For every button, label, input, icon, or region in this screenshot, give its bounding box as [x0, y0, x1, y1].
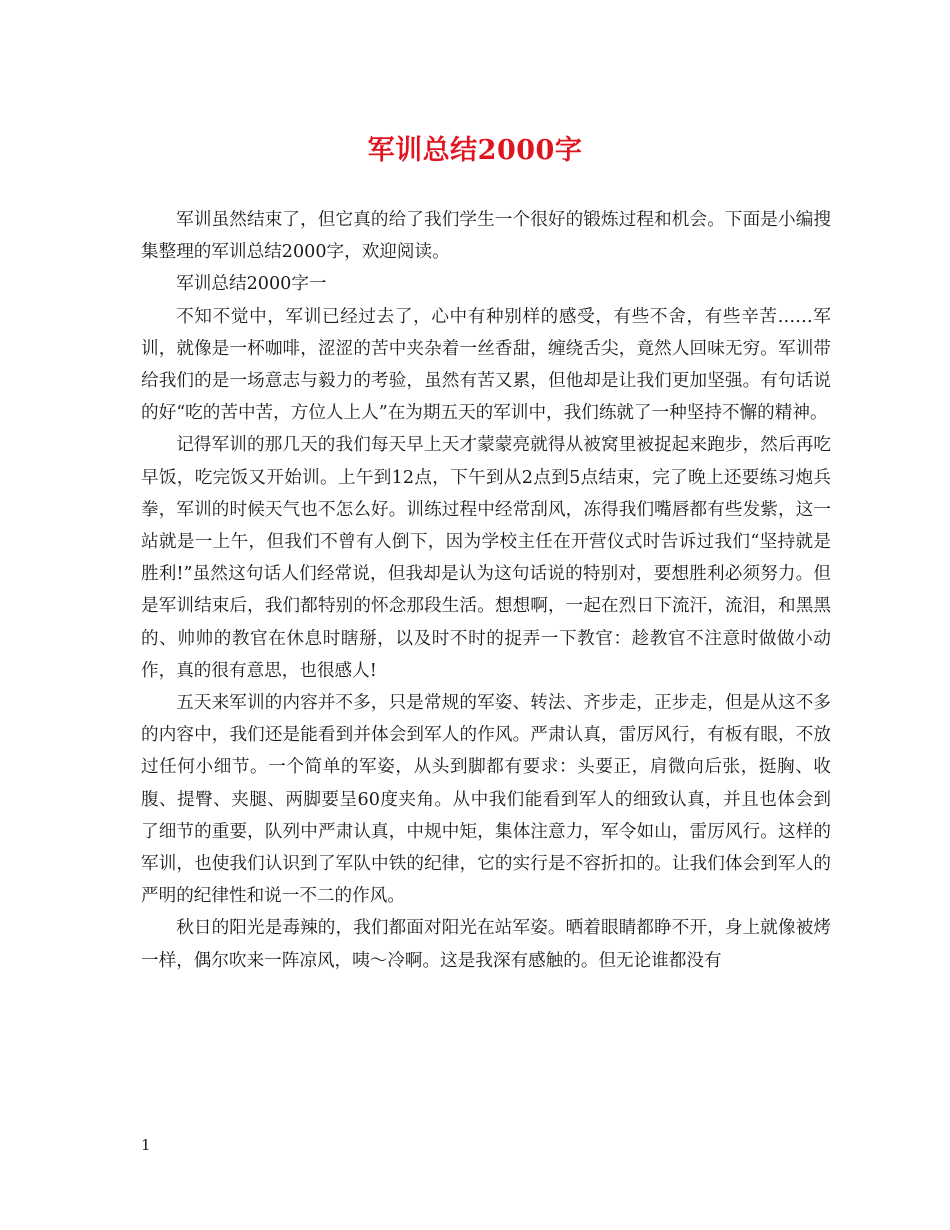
paragraph-intro: 军训虽然结束了，但它真的给了我们学生一个很好的锻炼过程和机会。下面是小编搜集整理的军训总结2000字，欢迎阅读。	[141, 210, 831, 263]
section-heading: 军训总结2000字一	[176, 274, 327, 295]
paragraph: 五天来军训的内容并不多，只是常规的军姿、转法、齐步走，正步走，但是从这不多的内容中，我们还是能看到并体会到军人的作风。严肃认真，雷厉风行，有板有眼，不放过任何小细节。一个简单的军姿，从头到脚都有要求：头要正，肩微向后张，挺胸、收腹、提臀、夹腿、两脚要呈60度夹角。从中我们能看到军人的细致认真，并且也体会到了细节的重要，队列中严肃认真，中规中矩，集体注意力，军令如山，雷厉风行。这样的军训，也使我们认识到了军队中铁的纪律，它的实行是不容折扣的。让我们体会到军人的严明的纪律性和说一不二的作风。	[141, 693, 831, 907]
page-number: 1	[141, 1136, 151, 1154]
paragraph: 不知不觉中，军训已经过去了，心中有种别样的感受，有些不舍，有些辛苦……军训，就像是一杯咖啡，涩涩的苦中夹杂着一丝香甜，缠绕舌尖，竟然人回味无穷。军训带给我们的是一场意志与毅力的考验，虽然有苦又累，但他却是让我们更加坚强。有句话说的好“吃的苦中苦，方位人上人”在为期五天的军训中，我们练就了一种坚持不懈的精神。	[141, 306, 831, 424]
document-title: 军训总结2000字	[367, 135, 583, 166]
document-body	[141, 204, 831, 977]
paragraph: 秋日的阳光是毒辣的，我们都面对阳光在站军姿。晒着眼睛都睁不开，身上就像被烤一样，偶尔吹来一阵凉风，咦～冷啊。这是我深有感触的。但无论谁都没有	[141, 918, 831, 971]
paragraph: 记得军训的那几天的我们每天早上天才蒙蒙亮就得从被窝里被捉起来跑步，然后再吃早饭，吃完饭又开始训。上午到12点，下午到从2点到5点结束，完了晚上还要练习炮兵拳，军训的时候天气也不怎么好。训练过程中经常刮风，冻得我们嘴唇都有些发紫，这一站就是一上午，但我们不曾有人倒下，因为学校主任在开营仪式时告诉过我们“坚持就是胜利!”虽然这句话人们经常说，但我却是认为这句话说的特别对，要想胜利必须努力。但是军训结束后，我们都特别的怀念那段生活。想想啊，一起在烈日下流汗，流泪，和黑黑的、帅帅的教官在休息时瞎掰，以及时不时的捉弄一下教官：趁教官不注意时做做小动作，真的很有意思，也很感人!	[141, 435, 831, 681]
